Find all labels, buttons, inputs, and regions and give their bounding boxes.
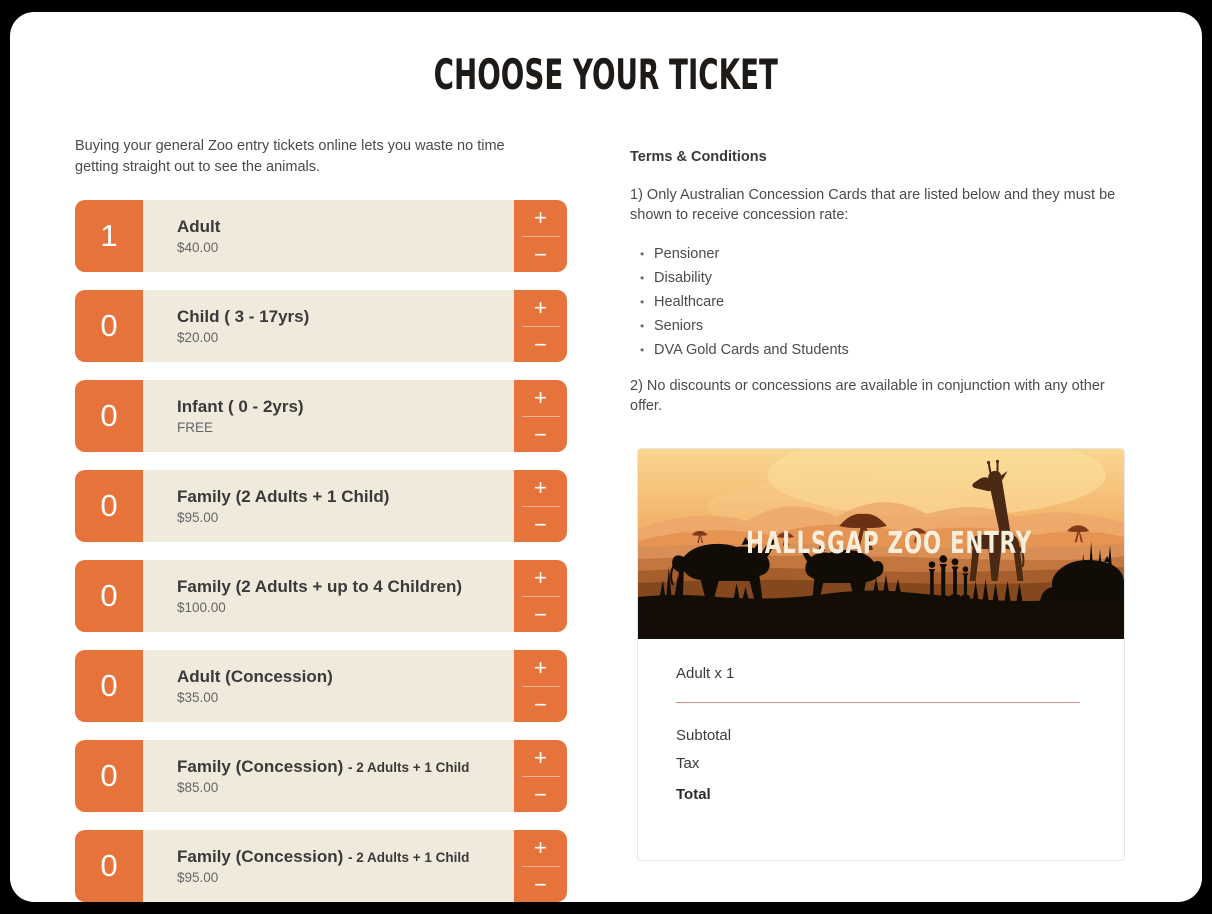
- decrease-quantity-button[interactable]: −: [534, 690, 547, 720]
- decrease-quantity-button[interactable]: −: [534, 780, 547, 810]
- ticket-title: Infant ( 0 - 2yrs): [177, 396, 304, 416]
- ticket-price: $95.00: [177, 870, 219, 886]
- ticket-row: [75, 560, 567, 632]
- order-summary-body: [638, 639, 1124, 860]
- concession-card-item: • Pensioner: [640, 244, 1138, 264]
- ticket-info: [143, 200, 514, 272]
- decrease-quantity-button[interactable]: −: [534, 330, 547, 360]
- stepper-divider: [522, 416, 560, 417]
- ticket-list: [75, 200, 567, 902]
- stepper-divider: [522, 686, 560, 687]
- ticket-row: [75, 740, 567, 812]
- concession-card-item: • Seniors: [640, 316, 1138, 336]
- quantity-stepper: [514, 740, 567, 812]
- ticket-title: Child ( 3 - 17yrs): [177, 306, 310, 326]
- banner-title: HALLSGAP ZOO ENTRY: [745, 526, 1032, 562]
- quantity-stepper: [514, 290, 567, 362]
- quantity-stepper: [514, 380, 567, 452]
- ticket-selector: [75, 136, 567, 902]
- increase-quantity-button[interactable]: +: [534, 203, 547, 233]
- terms-clause-1: 1) Only Australian Concession Cards that are listed below and they must be shown to receive concession rate:: [630, 187, 1116, 224]
- ticket-info: [143, 560, 514, 632]
- ticket-row: [75, 380, 567, 452]
- ticket-row: [75, 200, 567, 272]
- ticket-info: [143, 290, 514, 362]
- concession-card-list: [630, 244, 1138, 360]
- order-summary-card: [637, 448, 1125, 861]
- ticket-row: [75, 650, 567, 722]
- terms-and-summary: [630, 149, 1138, 861]
- ticket-suffix: - 2 Adults + 1 Child: [348, 849, 470, 865]
- quantity-value: 0: [100, 398, 118, 434]
- increase-quantity-button[interactable]: +: [534, 833, 547, 863]
- quantity-stepper: [514, 560, 567, 632]
- stepper-divider: [522, 776, 560, 777]
- ticket-quantity-display: [75, 470, 143, 542]
- quantity-value: 0: [100, 488, 118, 524]
- decrease-quantity-button[interactable]: −: [534, 600, 547, 630]
- increase-quantity-button[interactable]: +: [534, 293, 547, 323]
- increase-quantity-button[interactable]: +: [534, 653, 547, 683]
- ticket-title: Adult (Concession): [177, 666, 333, 686]
- intro-text: Buying your general Zoo entry tickets online lets you waste no time getting straight out to see the animals.: [75, 138, 505, 175]
- quantity-value: 0: [100, 578, 118, 614]
- quantity-value: 1: [100, 218, 118, 254]
- ticket-quantity-display: [75, 290, 143, 362]
- total-row: Total: [676, 786, 711, 804]
- increase-quantity-button[interactable]: +: [534, 383, 547, 413]
- quantity-value: 0: [100, 308, 118, 344]
- decrease-quantity-button[interactable]: −: [534, 510, 547, 540]
- quantity-value: 0: [100, 758, 118, 794]
- stepper-divider: [522, 596, 560, 597]
- ticket-info: [143, 740, 514, 812]
- ticket-price: $35.00: [177, 690, 219, 706]
- increase-quantity-button[interactable]: +: [534, 743, 547, 773]
- order-line-item: Adult x 1: [676, 665, 735, 683]
- ticket-quantity-display: [75, 380, 143, 452]
- increase-quantity-button[interactable]: +: [534, 473, 547, 503]
- tax-row: Tax: [676, 755, 700, 773]
- zoo-entry-banner: [638, 449, 1124, 639]
- order-divider: [676, 702, 1080, 703]
- ticket-quantity-display: [75, 560, 143, 632]
- stepper-divider: [522, 866, 560, 867]
- ticket-info: [143, 380, 514, 452]
- ticket-price: $40.00: [177, 240, 219, 256]
- page-card: [10, 12, 1202, 902]
- concession-card-item: • Disability: [640, 268, 1138, 288]
- ticket-quantity-display: [75, 200, 143, 272]
- increase-quantity-button[interactable]: +: [534, 563, 547, 593]
- ticket-title: Family (Concession) - 2 Adults + 1 Child: [177, 846, 470, 866]
- concession-card-item: • Healthcare: [640, 292, 1138, 312]
- decrease-quantity-button[interactable]: −: [534, 420, 547, 450]
- quantity-stepper: [514, 200, 567, 272]
- decrease-quantity-button[interactable]: −: [534, 240, 547, 270]
- ticket-price: $20.00: [177, 330, 219, 346]
- quantity-stepper: [514, 830, 567, 902]
- terms-clause-2: 2) No discounts or concessions are available in conjunction with any other offer.: [630, 377, 1105, 414]
- ticket-title: Family (Concession) - 2 Adults + 1 Child: [177, 756, 470, 776]
- ticket-row: [75, 290, 567, 362]
- ticket-title: Family (2 Adults + 1 Child): [177, 486, 390, 506]
- stepper-divider: [522, 236, 560, 237]
- stepper-divider: [522, 326, 560, 327]
- subtotal-row: Subtotal: [676, 727, 732, 745]
- ticket-row: [75, 830, 567, 902]
- decrease-quantity-button[interactable]: −: [534, 870, 547, 900]
- ticket-quantity-display: [75, 740, 143, 812]
- ticket-info: [143, 650, 514, 722]
- ticket-suffix: - 2 Adults + 1 Child: [348, 759, 470, 775]
- ticket-price: FREE: [177, 420, 214, 436]
- ticket-price: $85.00: [177, 780, 219, 796]
- ticket-title: Family (2 Adults + up to 4 Children): [177, 576, 463, 596]
- quantity-value: 0: [100, 848, 118, 884]
- ticket-price: $100.00: [177, 600, 226, 616]
- ticket-title: Adult: [177, 216, 221, 236]
- terms-heading: Terms & Conditions: [630, 149, 767, 165]
- quantity-value: 0: [100, 668, 118, 704]
- ticket-quantity-display: [75, 650, 143, 722]
- banner-title-group: [746, 527, 1032, 561]
- ticket-row: [75, 470, 567, 542]
- ticket-info: [143, 830, 514, 902]
- page-title: CHOOSE YOUR TICKET: [433, 50, 779, 99]
- ticket-quantity-display: [75, 830, 143, 902]
- ticket-price: $95.00: [177, 510, 219, 526]
- quantity-stepper: [514, 470, 567, 542]
- stepper-divider: [522, 506, 560, 507]
- page-header: [10, 50, 1202, 99]
- concession-card-item: • DVA Gold Cards and Students: [640, 340, 1138, 360]
- quantity-stepper: [514, 650, 567, 722]
- ticket-info: [143, 470, 514, 542]
